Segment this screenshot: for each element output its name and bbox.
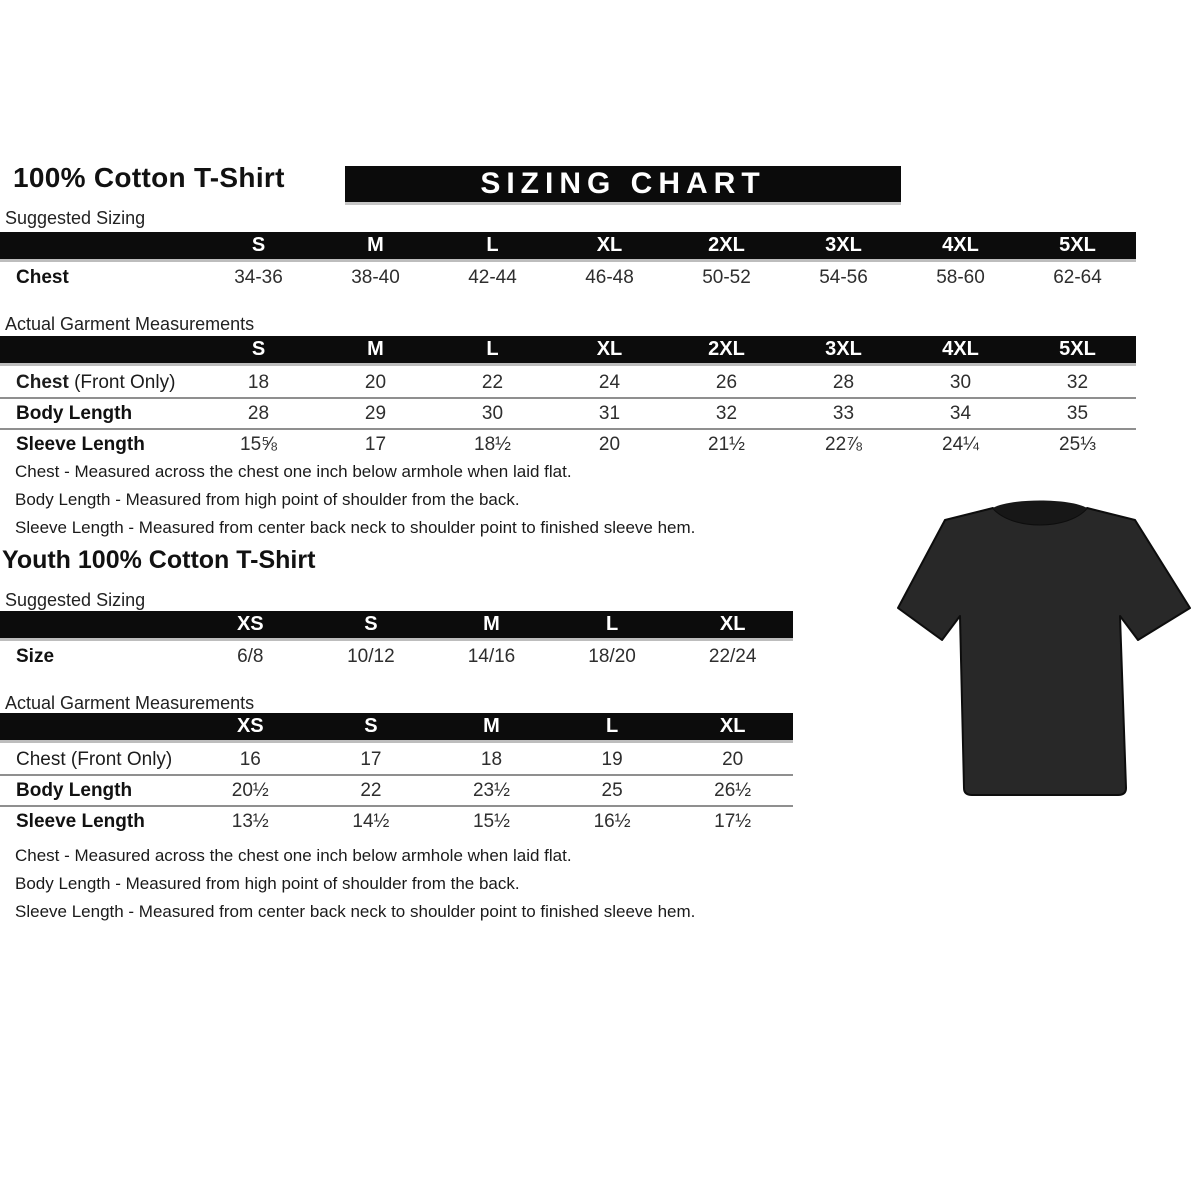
table-cell: 29	[364, 402, 387, 424]
table-cell: 34	[949, 402, 972, 424]
table-cell: 30	[481, 402, 504, 424]
youth-section-title: Youth 100% Cotton T-Shirt	[2, 546, 316, 574]
table-cell: 24¼	[942, 433, 979, 455]
size-header: L	[486, 338, 499, 360]
page-title: 100% Cotton T-Shirt	[13, 162, 285, 193]
size-header: 2XL	[708, 234, 745, 256]
table-cell: 17½	[714, 810, 752, 832]
table-cell: 19	[601, 748, 623, 770]
size-header: 5XL	[1059, 234, 1096, 256]
youth-garment-measurements-label: Actual Garment Measurements	[5, 693, 255, 713]
note-sleeve-length: Sleeve Length - Measured from center back neck to shoulder point to finished sleeve hem.	[15, 518, 696, 537]
row-label: Chest	[16, 266, 69, 288]
youth-suggested-sizing-label: Suggested Sizing	[5, 590, 146, 610]
table-cell: 42-44	[468, 266, 517, 288]
size-header: L	[605, 715, 619, 737]
row-label: Body Length	[16, 779, 133, 801]
table-cell: 34-36	[234, 266, 283, 288]
table-cell: 22⅞	[825, 433, 862, 455]
size-header: XL	[596, 338, 623, 360]
size-header: 2XL	[708, 338, 745, 360]
table-cell: 23½	[472, 779, 510, 801]
table-cell: 17	[360, 748, 382, 770]
youth-measurement-notes	[15, 842, 695, 926]
adult-suggested-table	[0, 232, 1136, 293]
table-cell: 32	[1066, 371, 1089, 393]
size-header: M	[367, 338, 384, 360]
table-cell: 32	[715, 402, 738, 424]
row-label: Body Length	[16, 402, 133, 424]
youth-size-row	[0, 641, 793, 672]
size-header: S	[251, 338, 266, 360]
size-header: M	[483, 613, 500, 635]
row-label: Sleeve Length	[16, 433, 145, 455]
adult-chest-range-row	[0, 262, 1136, 293]
size-header: XL	[719, 613, 746, 635]
youth-body-length-row	[0, 774, 793, 805]
row-label: Chest (Front Only)	[16, 748, 173, 770]
adult-measurement-notes	[15, 458, 695, 542]
table-cell: 54-56	[819, 266, 868, 288]
size-header: XS	[236, 613, 264, 635]
table-cell: 18	[480, 748, 503, 770]
table-cell: 20	[364, 371, 387, 393]
adult-garment-table	[0, 336, 1136, 459]
table-cell: 22	[481, 371, 504, 393]
table-cell: 38-40	[351, 266, 400, 288]
adult-chest-front-row	[0, 368, 1136, 397]
row-label-suffix: (Front Only)	[74, 371, 176, 393]
youth-suggested-table	[0, 611, 793, 672]
row-label: Size	[16, 645, 55, 667]
table-cell: 58-60	[936, 266, 985, 288]
adult-suggested-sizing-label: Suggested Sizing	[5, 208, 146, 228]
size-header: L	[486, 234, 499, 256]
row-label: Chest (Front Only)	[16, 371, 176, 393]
adult-garment-measurements-label: Actual Garment Measurements	[5, 314, 255, 334]
table-cell: 15⅝	[240, 433, 277, 455]
note-chest: Chest - Measured across the chest one inch below armhole when laid flat.	[15, 462, 572, 481]
tshirt-image	[890, 468, 1198, 816]
table-cell: 15½	[472, 810, 510, 832]
note-chest: Chest - Measured across the chest one inch below armhole when laid flat.	[15, 846, 572, 865]
table-cell: 28	[247, 402, 270, 424]
size-header: M	[367, 234, 384, 256]
adult-sleeve-length-row	[0, 428, 1136, 459]
size-header: 3XL	[825, 234, 862, 256]
youth-garment-header-row	[0, 713, 793, 743]
table-cell: 20	[722, 748, 744, 770]
size-header: S	[364, 613, 378, 635]
table-cell: 62-64	[1053, 266, 1102, 288]
size-header: L	[605, 613, 619, 635]
table-cell: 18	[247, 371, 270, 393]
tshirt-body	[898, 508, 1190, 795]
table-cell: 26	[715, 371, 738, 393]
row-label: Sleeve Length	[16, 810, 145, 832]
sizing-chart-banner	[345, 166, 901, 205]
table-cell: 22	[360, 779, 382, 801]
table-cell: 20	[598, 433, 621, 455]
table-cell: 13½	[231, 810, 269, 832]
youth-chest-front-row	[0, 745, 793, 774]
size-header: 4XL	[942, 234, 979, 256]
size-header: S	[251, 234, 266, 256]
table-cell: 6/8	[237, 645, 264, 667]
table-cell: 33	[832, 402, 855, 424]
adult-body-length-row	[0, 397, 1136, 428]
size-header: 3XL	[825, 338, 862, 360]
youth-garment-table	[0, 713, 793, 836]
table-cell: 46-48	[585, 266, 634, 288]
table-cell: 18½	[474, 433, 511, 455]
size-header: XS	[236, 715, 264, 737]
size-header: M	[483, 715, 500, 737]
table-cell: 16½	[593, 810, 631, 832]
size-header: 4XL	[942, 338, 979, 360]
table-cell: 25	[601, 779, 623, 801]
adult-garment-header-row	[0, 336, 1136, 366]
table-cell: 31	[598, 402, 621, 424]
note-sleeve-length: Sleeve Length - Measured from center back neck to shoulder point to finished sleeve hem.	[15, 902, 696, 921]
table-cell: 14/16	[467, 645, 516, 667]
adult-suggested-header-row	[0, 232, 1136, 262]
table-cell: 21½	[708, 433, 745, 455]
table-cell: 20½	[231, 779, 269, 801]
table-cell: 28	[832, 371, 855, 393]
size-header: XL	[719, 715, 746, 737]
table-cell: 16	[239, 748, 261, 770]
youth-sleeve-length-row	[0, 805, 793, 836]
table-cell: 35	[1066, 402, 1089, 424]
table-cell: 22/24	[708, 645, 757, 667]
table-cell: 10/12	[347, 645, 395, 667]
size-header: S	[364, 715, 378, 737]
table-cell: 50-52	[702, 266, 751, 288]
table-cell: 24	[598, 371, 621, 393]
table-cell: 14½	[352, 810, 390, 832]
table-cell: 17	[364, 433, 387, 455]
note-body-length: Body Length - Measured from high point of shoulder from the back.	[15, 874, 520, 893]
size-header: XL	[596, 234, 623, 256]
table-cell: 26½	[714, 779, 752, 801]
table-cell: 30	[949, 371, 972, 393]
note-body-length: Body Length - Measured from high point of shoulder from the back.	[15, 490, 520, 509]
table-cell: 25⅓	[1059, 433, 1096, 455]
youth-suggested-header-row	[0, 611, 793, 641]
size-header: 5XL	[1059, 338, 1096, 360]
table-cell: 18/20	[588, 645, 636, 667]
sizing-chart-banner-text: SIZING CHART	[480, 167, 766, 200]
